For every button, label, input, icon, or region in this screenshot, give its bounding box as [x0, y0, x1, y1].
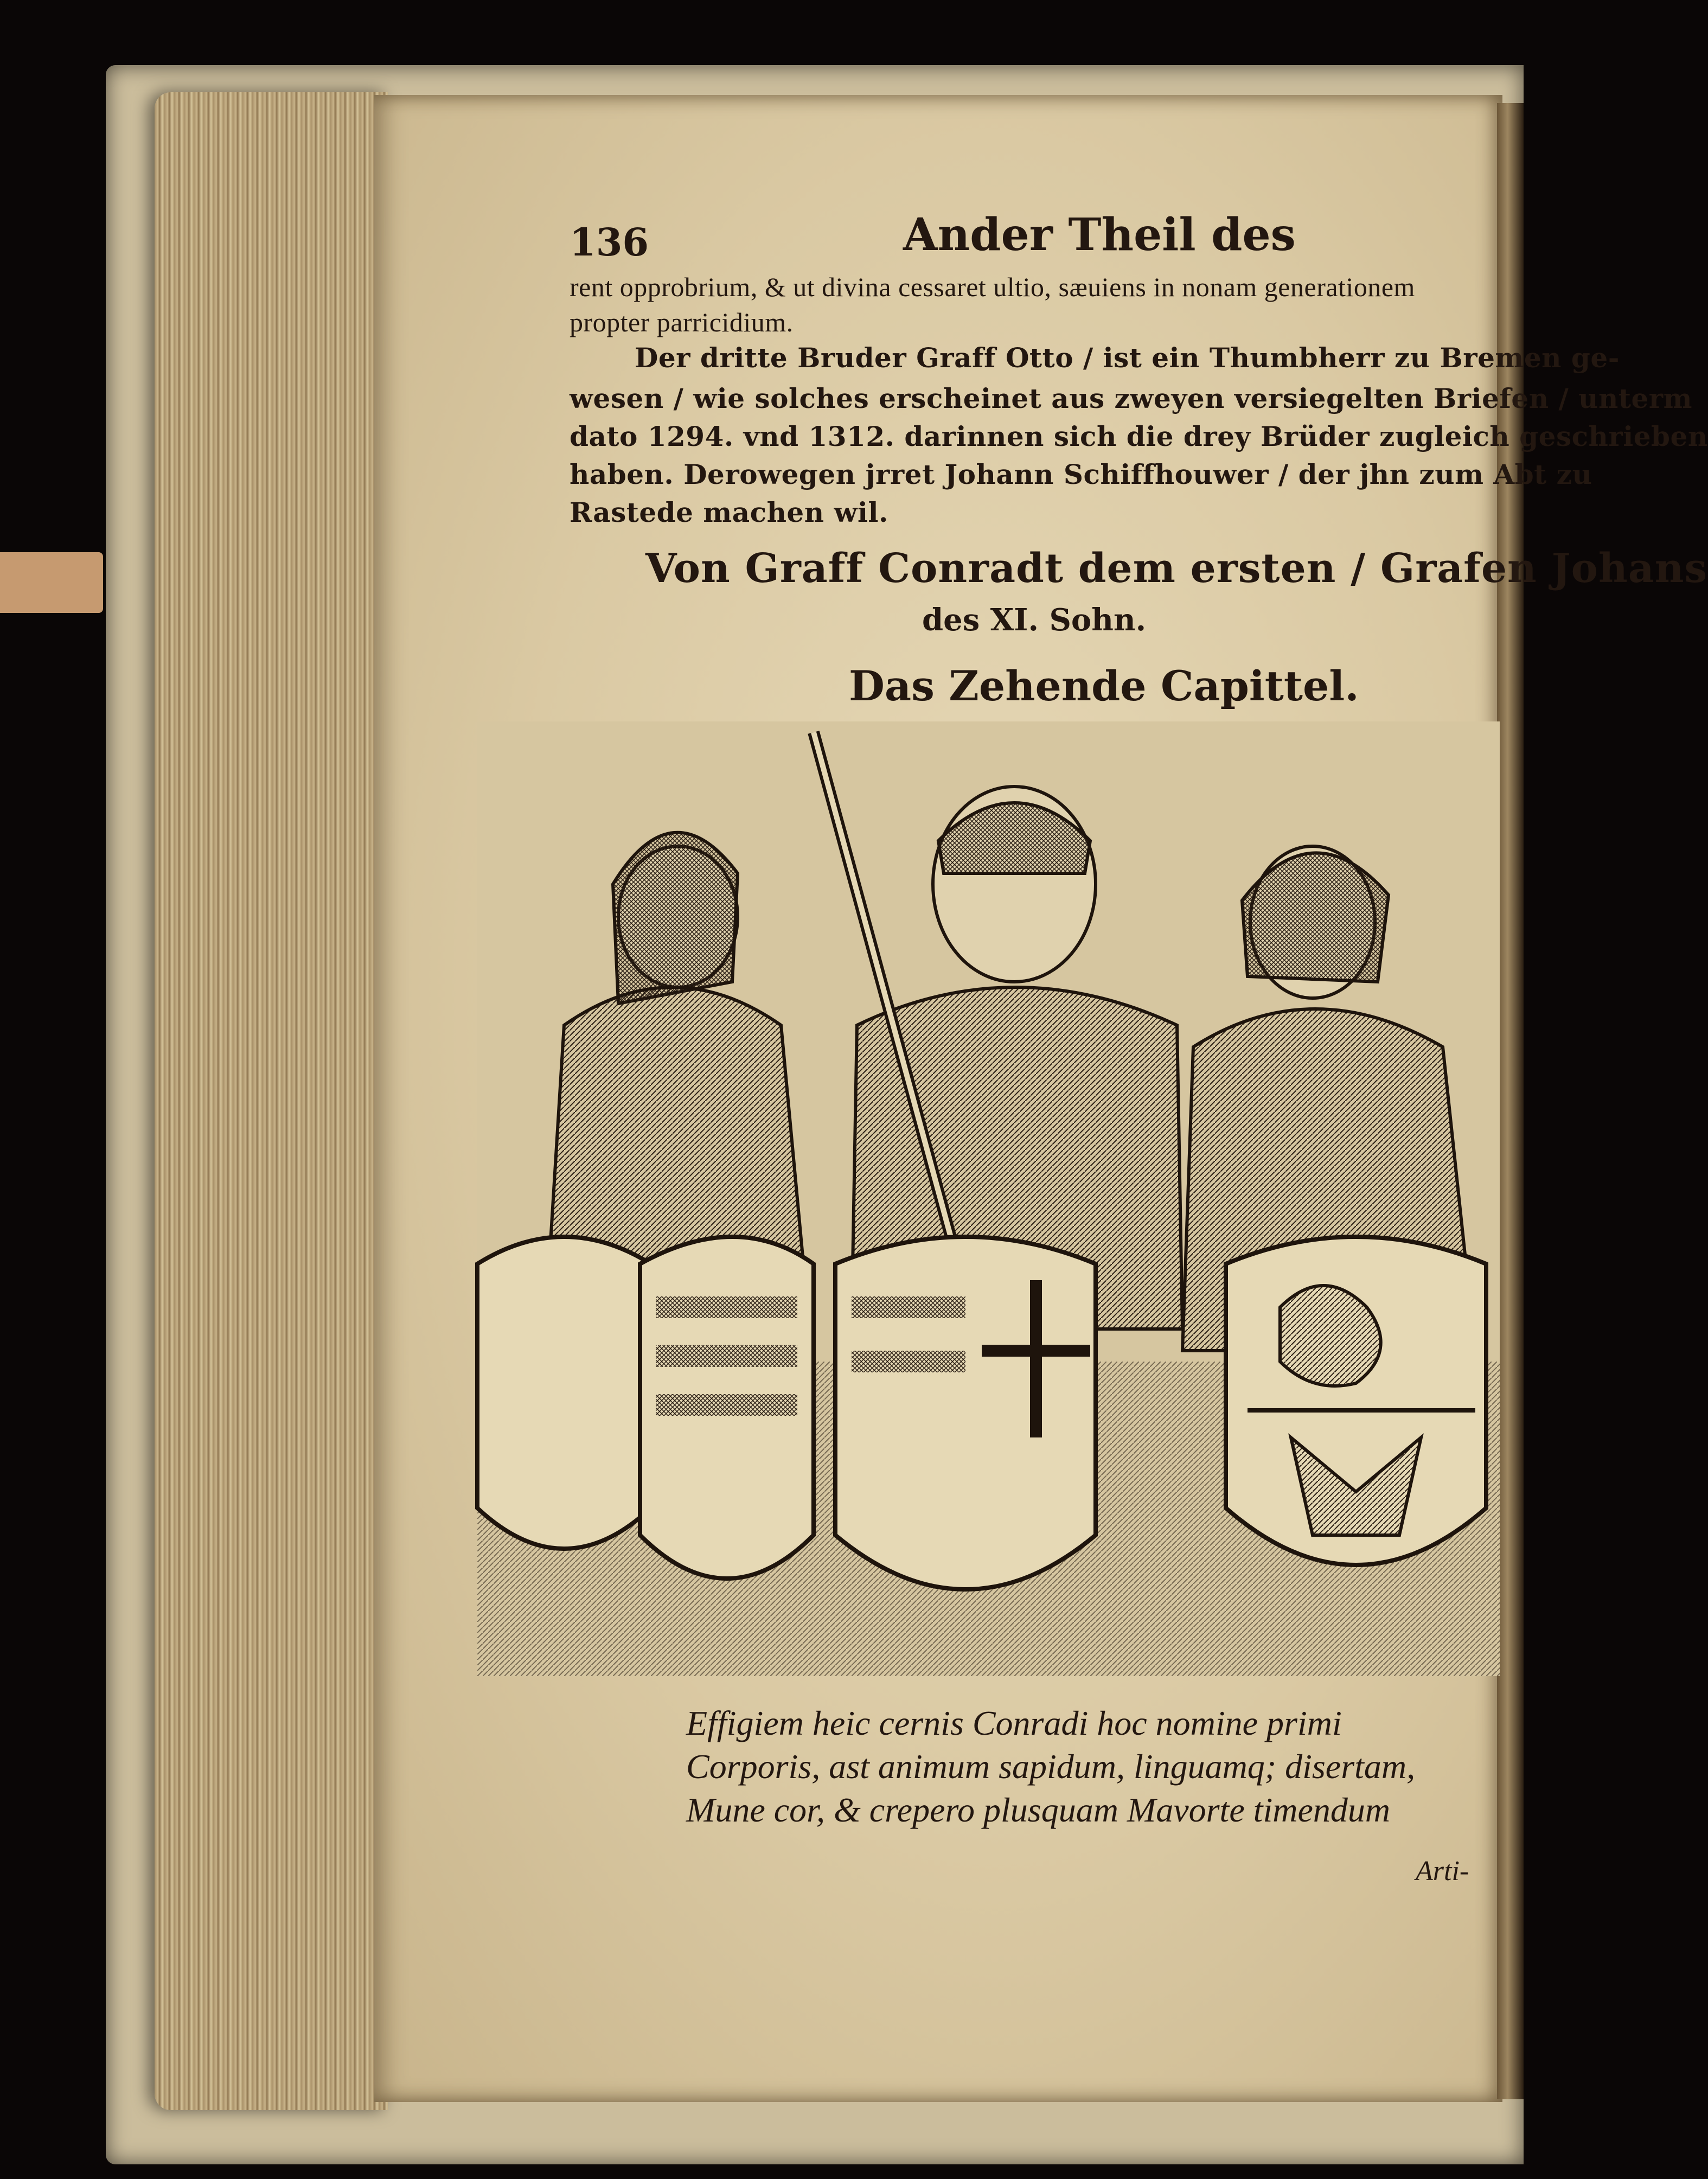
chapter-title: Von Graff Conradt dem ersten / Grafen Johans [645, 545, 1708, 592]
body-line: Der dritte Bruder Graff Otto / ist ein Thumbherr zu Bremen ge- [635, 342, 1620, 374]
page-number: 136 [570, 220, 649, 265]
coat-of-arms-center [835, 1237, 1096, 1589]
page-edges [155, 92, 388, 2110]
body-line: wesen / wie solches erscheinet aus zweyen versiegelten Briefen / unterm [570, 382, 1693, 414]
woodcut-illustration [477, 721, 1500, 1676]
chapter-number: Das Zehende Capittel. [849, 662, 1359, 710]
body-line: propter parricidium. [570, 307, 794, 337]
verse-line: Mune cor, & crepero plusquam Mavorte timendum [686, 1791, 1391, 1829]
coat-of-arms-right [1226, 1237, 1486, 1565]
body-line: Rastede machen wil. [570, 496, 888, 528]
running-head: Ander Theil des [903, 209, 1296, 261]
chapter-subtitle: des XI. Sohn. [922, 602, 1147, 638]
verse-line: Corporis, ast animum sapidum, linguamq; disertam, [686, 1747, 1416, 1786]
body-line: dato 1294. vnd 1312. darinnen sich die drey Brüder zugleich geschrieben [570, 420, 1708, 452]
verse-line: Effigiem heic cernis Conradi hoc nomine primi [686, 1704, 1342, 1742]
body-line: haben. Derowegen jrret Johann Schiffhouwer / der jhn zum Abt zu [570, 458, 1592, 490]
catchword: Arti- [1416, 1856, 1469, 1887]
woodcut-figures [477, 721, 1500, 1676]
coat-of-arms-left [477, 1237, 814, 1579]
body-line: rent opprobrium, & ut divina cessaret ultio, sæuiens in nonam generationem [570, 272, 1415, 302]
bookmark-ribbon [0, 552, 103, 613]
